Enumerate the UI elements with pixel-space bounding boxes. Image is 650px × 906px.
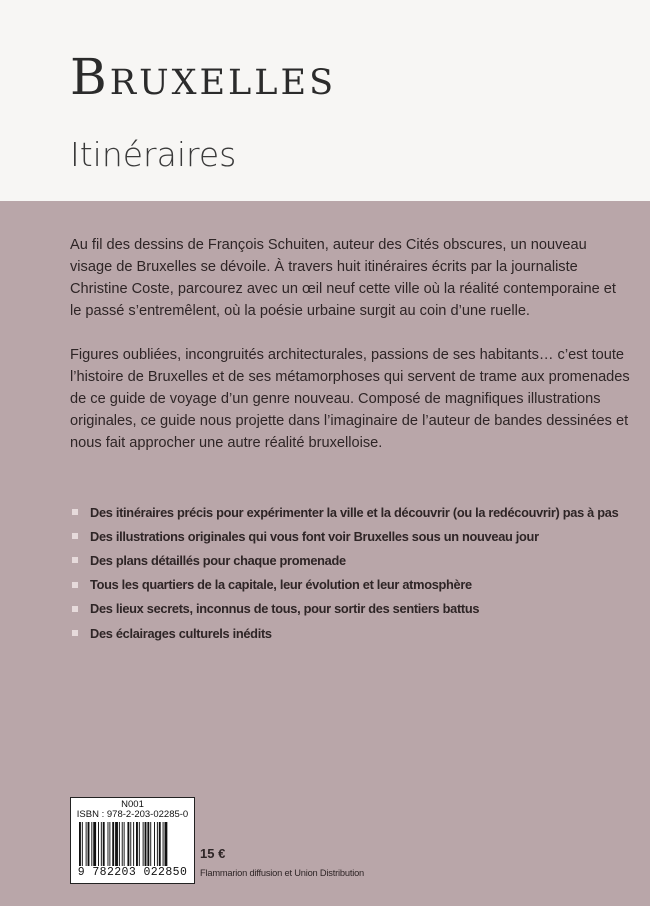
- feature-text: Des éclairages culturels inédits: [90, 625, 272, 641]
- feature-text: Des plans détaillés pour chaque promenade: [90, 552, 346, 568]
- feature-item: [72, 548, 632, 572]
- barcode-digits: 9 782203 022850: [77, 866, 188, 879]
- feature-text: Des illustrations originales qui vous font voir Bruxelles sous un nouveau jour: [90, 528, 539, 544]
- description-paragraph-2: Figures oubliées, incongruités architecturales, passions de ses habitants… c’est toute l’histoire de Bruxelles et de ses métamorphoses qui servent de trame aux promenades de ce guide de voyage d’un genre nouveau. Composé de magnifiques illustrations originales, ce guide nous projette dans l’imaginaire de l’auteur de bandes dessinées et nous fait approcher une autre réalité bruxelloise.: [70, 347, 630, 451]
- feature-text: Des lieux secrets, inconnus de tous, pour sortir des sentiers battus: [90, 601, 480, 617]
- book-title: Bruxelles: [70, 48, 337, 106]
- price-label: 15 €: [200, 846, 226, 861]
- distribution-label: Flammarion diffusion et Union Distribution: [200, 868, 365, 878]
- description-paragraph-1: Au fil des dessins de François Schuiten, auteur des Cités obscures, un nouveau visage de Bruxelles se dévoile. À travers huit itinéraires écrits par la journaliste Christine Coste, parcourez avec un œil neuf cette ville où la réalité contemporaine et le passé s’entremêlent, où la poésie urbaine surgit au coin d’une ruelle.: [70, 237, 616, 319]
- feature-item: [72, 500, 632, 524]
- barcode-icon: [77, 822, 188, 866]
- bullet-square-icon: [72, 533, 78, 539]
- cover-header: [0, 0, 650, 201]
- feature-item: [72, 524, 632, 548]
- bullet-square-icon: [72, 582, 78, 588]
- barcode-block: [70, 797, 195, 884]
- feature-text: Tous les quartiers de la capitale, leur évolution et leur atmosphère: [90, 577, 472, 593]
- bullet-square-icon: [72, 557, 78, 563]
- feature-text: Des itinéraires précis pour expérimenter la ville et la découvrir (ou la redécouvrir) pas à pas: [90, 504, 619, 520]
- book-subtitle: Itinéraires: [70, 135, 237, 174]
- bullet-square-icon: [72, 606, 78, 612]
- feature-item: [72, 573, 632, 597]
- feature-item: [72, 621, 632, 645]
- bullet-square-icon: [72, 509, 78, 515]
- feature-list: [72, 500, 632, 645]
- isbn-number: ISBN : 978-2-203-02285-0: [76, 809, 189, 820]
- feature-item: [72, 597, 632, 621]
- product-code: N001: [121, 799, 144, 810]
- bullet-square-icon: [72, 630, 78, 636]
